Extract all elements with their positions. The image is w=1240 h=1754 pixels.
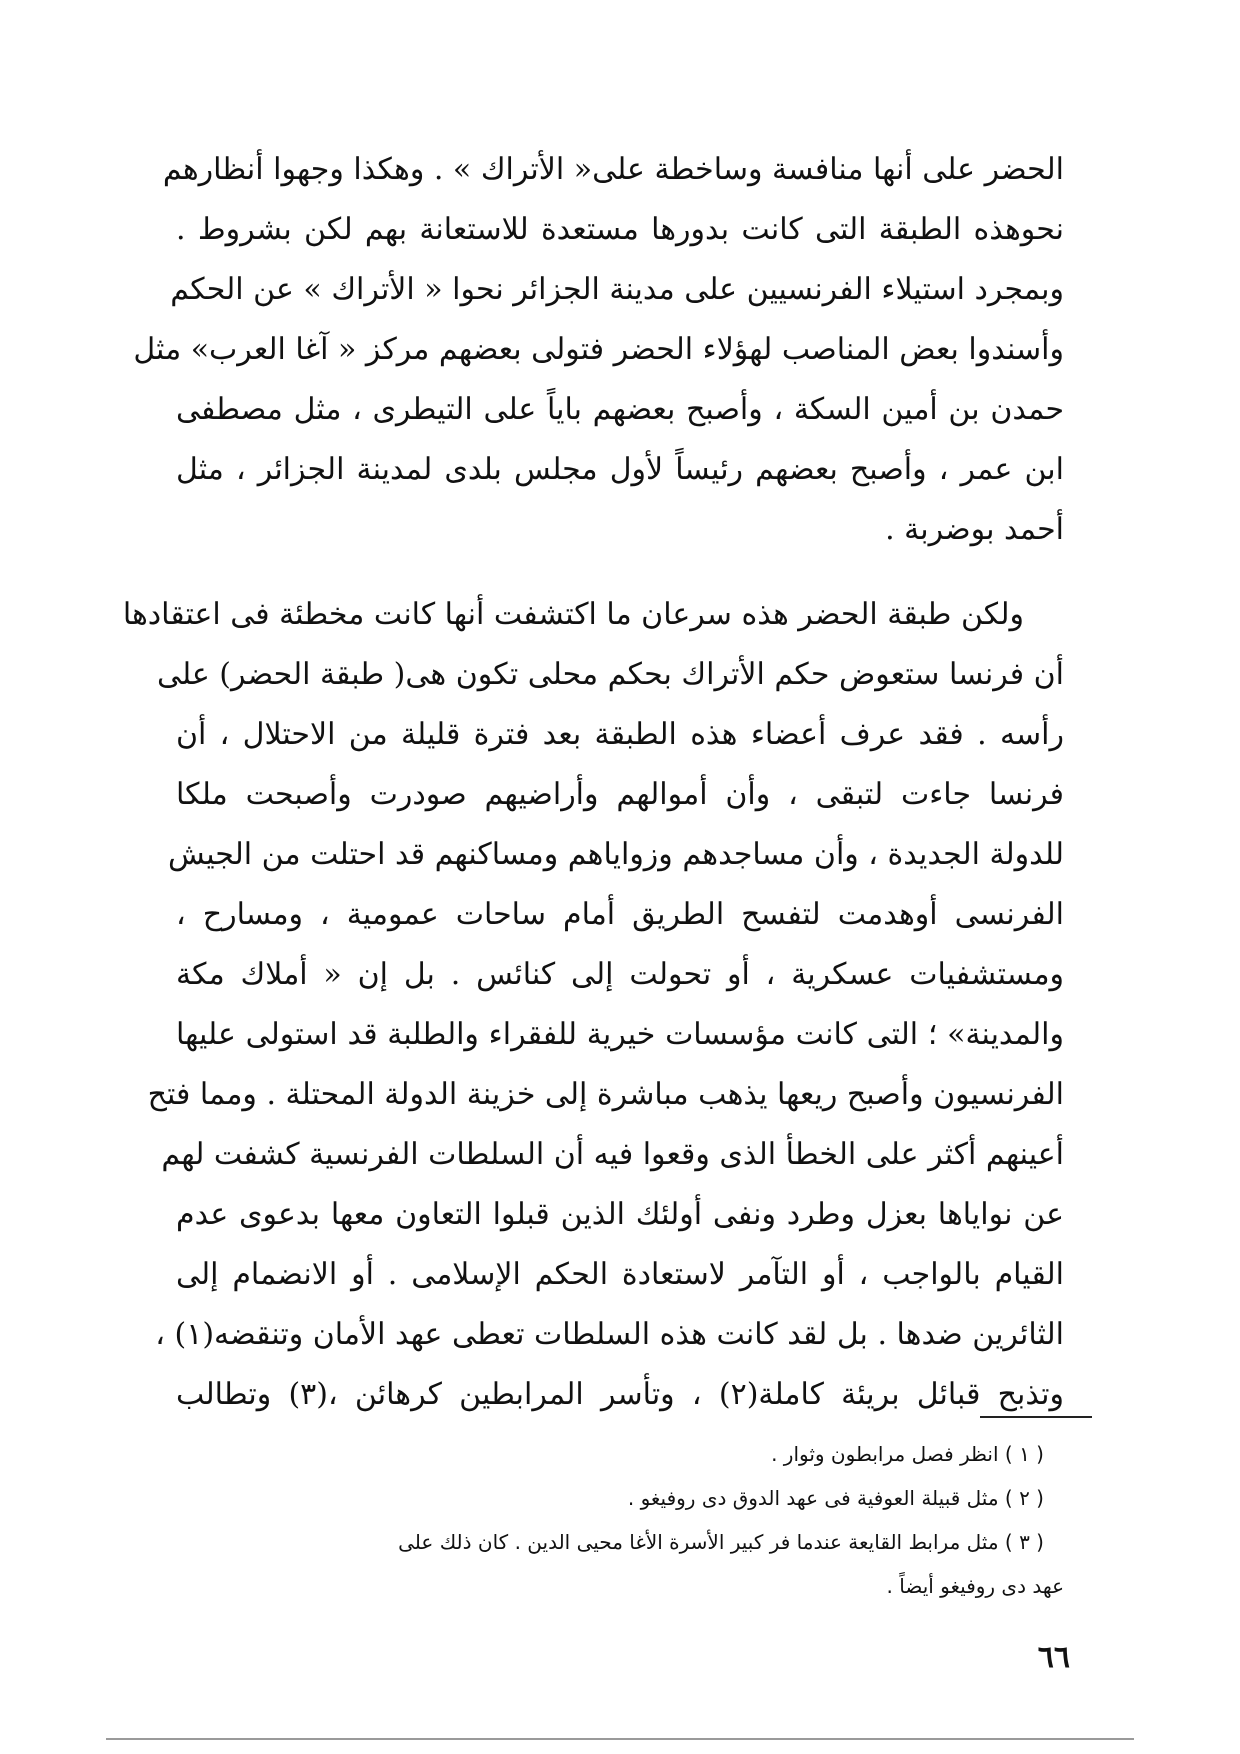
footnote-3: ( ٣ ) مثل مرابط القايعة عندما فر كبير الأسرة الأغا محيى الدين . كان ذلك على: [398, 1530, 1044, 1554]
paragraph-line: نحوهذه الطبقة التى كانت بدورها مستعدة للاستعانة بهم لكن بشروط .: [176, 212, 1064, 247]
paragraph-line: وتذبح قبائل بريئة كاملة(٢) ، وتأسر المرابطين كرهائن ،(٣) وتطالب: [176, 1377, 1064, 1412]
paragraph-line: وأسندوا بعض المناصب لهؤلاء الحضر فتولى بعضهم مركز « آغا العرب» مثل: [133, 332, 1064, 367]
page-bottom-divider: [106, 1738, 1134, 1740]
footnote-1: ( ١ ) انظر فصل مرابطون وثوار .: [771, 1442, 1044, 1466]
paragraph-line: الفرنسيون وأصبح ريعها يذهب مباشرة إلى خزينة الدولة المحتلة . ومما فتح: [147, 1077, 1064, 1112]
paragraph-line: القيام بالواجب ، أو التآمر لاستعادة الحكم الإسلامى . أو الانضمام إلى: [176, 1257, 1064, 1292]
paragraph-line: للدولة الجديدة ، وأن مساجدهم وزواياهم ومساكنهم قد احتلت من الجيش: [167, 837, 1064, 872]
paragraph-line: ولكن طبقة الحضر هذه سرعان ما اكتشفت أنها كانت مخطئة فى اعتقادها: [122, 597, 1024, 632]
paragraph-line: الفرنسى أوهدمت لتفسح الطريق أمام ساحات عمومية ، ومسارح ،: [176, 897, 1064, 932]
paragraph-line: أحمد بوضربة .: [885, 512, 1064, 547]
paragraph-2: [122, 585, 1064, 1425]
paragraph-1: [133, 140, 1064, 560]
paragraph-line: والمدينة» ؛ التى كانت مؤسسات خيرية للفقراء والطلبة قد استولى عليها: [176, 1017, 1064, 1052]
paragraph-line: أن فرنسا ستعوض حكم الأتراك بحكم محلى تكون هى( طبقة الحضر) على: [156, 657, 1064, 692]
paragraph-line: رأسه . فقد عرف أعضاء هذه الطبقة بعد فترة قليلة من الاحتلال ، أن: [176, 717, 1064, 752]
paragraph-line: حمدن بن أمين السكة ، وأصبح بعضهم باياً على التيطرى ، مثل مصطفى: [176, 392, 1064, 427]
footnote-3-continuation: عهد دى روفيغو أيضاً .: [886, 1574, 1064, 1598]
paragraph-line: فرنسا جاءت لتبقى ، وأن أموالهم وأراضيهم صودرت وأصبحت ملكا: [176, 777, 1064, 812]
paragraph-line: أعينهم أكثر على الخطأ الذى وقعوا فيه أن السلطات الفرنسية كشفت لهم: [161, 1137, 1064, 1172]
page-number: ٦٦: [1037, 1640, 1070, 1675]
footnote-separator: [980, 1416, 1092, 1418]
footnote-2: ( ٢ ) مثل قبيلة العوفية فى عهد الدوق دى روفيغو .: [627, 1486, 1044, 1510]
footnotes: [176, 1432, 1064, 1608]
paragraph-line: الثائرين ضدها . بل لقد كانت هذه السلطات تعطى عهد الأمان وتنقضه(١) ،: [155, 1317, 1064, 1352]
paragraph-line: وبمجرد استيلاء الفرنسيين على مدينة الجزائر نحوا « الأتراك » عن الحكم: [170, 272, 1064, 307]
paragraph-line: الحضر على أنها منافسة وساخطة على« الأتراك » . وهكذا وجهوا أنظارهم: [162, 152, 1064, 187]
paragraph-line: ابن عمر ، وأصبح بعضهم رئيساً لأول مجلس بلدى لمدينة الجزائر ، مثل: [176, 452, 1064, 487]
paragraph-line: ومستشفيات عسكرية ، أو تحولت إلى كنائس . بل إن « أملاك مكة: [176, 957, 1064, 992]
paragraph-line: عن نواياها بعزل وطرد ونفى أولئك الذين قبلوا التعاون معها بدعوى عدم: [176, 1197, 1064, 1232]
